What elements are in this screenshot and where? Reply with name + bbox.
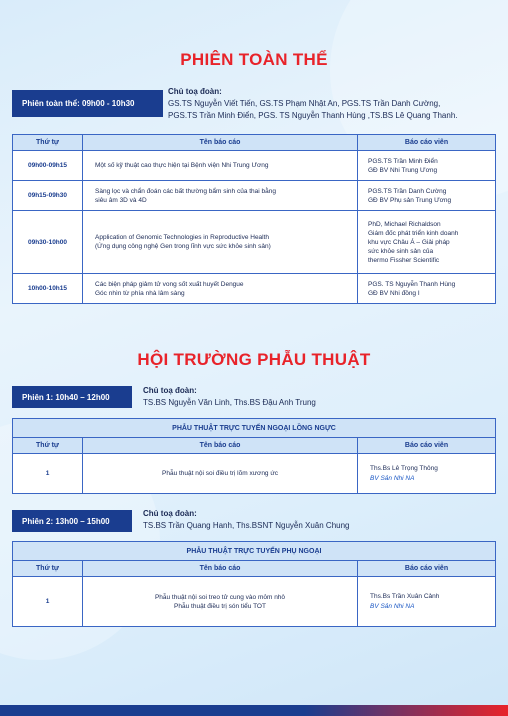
session1-label: Phiên 1: 10h40 – 12h00: [12, 386, 132, 408]
row-speaker: GĐ BV Phụ sản Trung Ương: [368, 196, 452, 204]
chair-line: GS.TS Nguyễn Viết Tiến, GS.TS Phạm Nhật An, PGS.TS Trần Danh Cường,: [168, 99, 441, 108]
session1-chair-block: [143, 385, 316, 409]
section-title: PHẪU THUẬT TRỰC TUYẾN PHỤ NGOẠI: [13, 542, 496, 561]
row-speaker: sức khỏe sinh sản của: [368, 247, 434, 255]
session2-table: [12, 541, 496, 627]
section-title: PHẪU THUẬT TRỰC TUYẾN NGOẠI LỒNG NGỰC: [13, 419, 496, 438]
col-header-speaker: Báo cáo viên: [358, 438, 496, 454]
row-speaker: thermo Fissher Scientific: [368, 256, 440, 264]
chair-label: Chủ toạ đoàn:: [143, 509, 197, 518]
row-topic: Phẫu thuật nội soi điều trị lõm xương ức: [83, 454, 358, 494]
footer-bar: [0, 705, 508, 716]
row-topic: Sàng lọc và chẩn đoán các bất thường bẩm sinh của thai bằng: [95, 187, 276, 195]
table-row: [13, 151, 496, 181]
col-header-no: Thứ tự: [13, 438, 83, 454]
chair-label: Chủ toạ đoàn:: [168, 87, 222, 96]
row-topic: siêu âm 3D và 4D: [95, 196, 147, 204]
row-time: 10h00-10h15: [13, 274, 83, 304]
row-speaker: GĐ BV Nhi đồng I: [368, 289, 420, 297]
row-speaker: GĐ BV Nhi Trung Ương: [368, 166, 438, 174]
row-speaker: Ths.Bs Lê Trọng Thông: [370, 464, 438, 472]
row-topic: Application of Genomic Technologies in Reproductive Health: [95, 234, 270, 241]
col-header-topic: Tên báo cáo: [83, 438, 358, 454]
table-row: [13, 274, 496, 304]
plenary-table: [12, 134, 496, 304]
plenary-title: PHIÊN TOÀN THỂ: [180, 50, 328, 69]
row-time: 09h15-09h30: [13, 181, 83, 211]
row-speaker: PGS.TS Trần Minh Điển: [368, 157, 438, 165]
session2-chair-block: [143, 508, 350, 532]
row-speaker: PGS. TS Nguyễn Thanh Hùng: [368, 280, 456, 288]
col-header-topic: Tên báo cáo: [83, 135, 358, 151]
col-header-topic: Tên báo cáo: [83, 561, 358, 577]
chair-line: PGS.TS Trần Minh Điển, PGS. TS Nguyễn Thanh Hùng ,TS.BS Lê Quang Thanh.: [168, 111, 458, 120]
row-topic: Một số kỹ thuật cao thực hiện tại Bệnh viện Nhi Trung Ương: [95, 162, 269, 169]
row-time: 09h00-09h15: [13, 151, 83, 181]
row-speaker: PGS.TS Trần Danh Cường: [368, 187, 447, 195]
plenary-chair-block: [168, 86, 458, 122]
table-row: [13, 454, 496, 494]
row-speaker: PhD, Michael Richaldson: [368, 220, 441, 228]
row-no: 1: [13, 577, 83, 627]
row-no: 1: [13, 454, 83, 494]
col-header-time: Thứ tự: [13, 135, 83, 151]
row-speaker: Ths.Bs Trần Xuân Cảnh: [370, 592, 440, 600]
table-row: [13, 577, 496, 627]
row-time: 09h30-10h00: [13, 211, 83, 274]
table-row: [13, 181, 496, 211]
session1-table: [12, 418, 496, 494]
chair-label: Chủ toạ đoàn:: [143, 386, 197, 395]
row-topic: (Ứng dụng công nghệ Gen trong lĩnh vực sức khỏe sinh sản): [95, 243, 271, 250]
surgery-title: HỘI TRƯỜNG PHẪU THUẬT: [137, 350, 371, 369]
row-topic: Phẫu thuật điều trị són tiểu TOT: [174, 602, 266, 610]
col-header-no: Thứ tự: [13, 561, 83, 577]
row-topic: Phẫu thuật nội soi treo tử cung vào mỏm nhô: [154, 593, 286, 601]
row-topic: Các biện pháp giảm tử vong sốt xuất huyết Dengue: [95, 280, 244, 288]
row-affiliation: BV Sản Nhi NA: [370, 602, 415, 610]
row-speaker: Giám đốc phát triển kinh doanh: [368, 229, 459, 237]
col-header-speaker: Báo cáo viên: [358, 561, 496, 577]
table-row: [13, 211, 496, 274]
plenary-session-label: Phiên toàn thể: 09h00 - 10h30: [12, 90, 163, 117]
row-affiliation: BV Sản Nhi NA: [370, 474, 415, 482]
session2-label: Phiên 2: 13h00 – 15h00: [12, 510, 132, 532]
chair-line: TS.BS Nguyễn Văn Linh, Ths.BS Đậu Anh Trung: [143, 398, 316, 407]
chair-line: TS.BS Trần Quang Hanh, Ths.BSNT Nguyễn Xuân Chung: [143, 521, 350, 530]
row-topic: Góc nhìn từ phía nhà lâm sàng: [95, 289, 185, 297]
row-speaker: khu vực Châu Á – Giải pháp: [368, 238, 450, 246]
col-header-speaker: Báo cáo viên: [358, 135, 496, 151]
